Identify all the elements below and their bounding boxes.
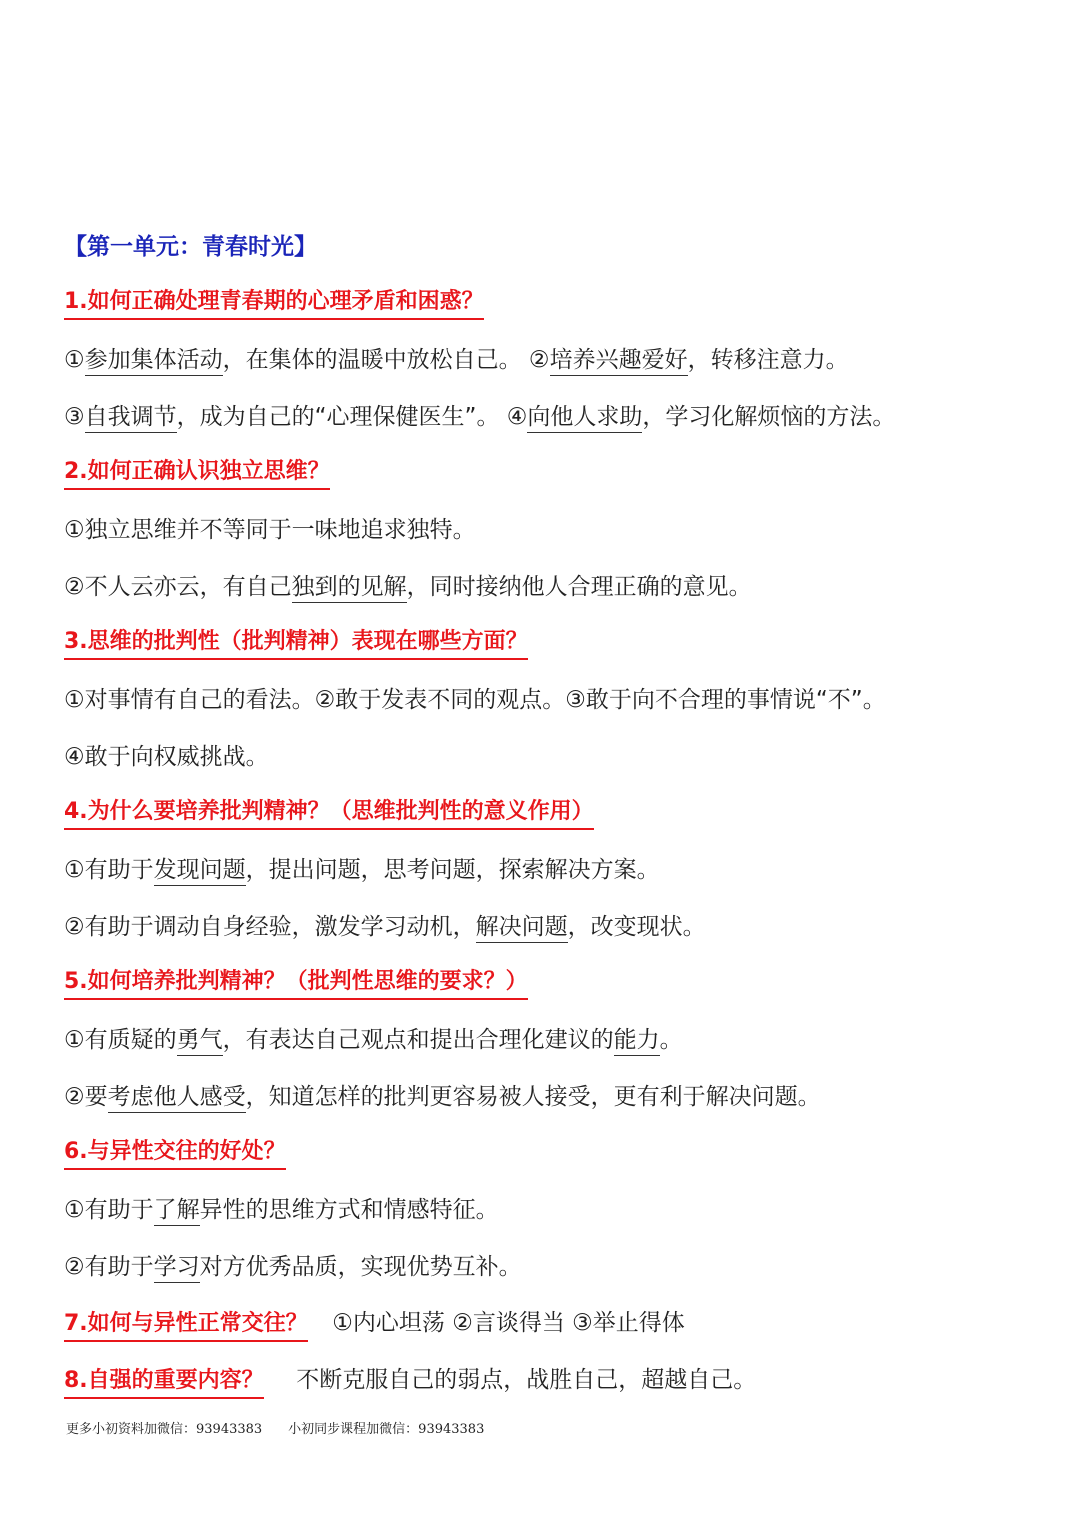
question-8: 8.自强的重要内容？ [64,1363,264,1399]
answer-text: ①有质疑的 [64,1027,177,1053]
answer-line [64,851,660,884]
question-5-row [64,964,528,1000]
key-phrase: 考虑他人感受 [108,1084,246,1113]
answer-text: 对方优秀品质，实现优势互补。 [199,1254,522,1280]
answer-text: 异性的思维方式和情感特征。 [199,1197,499,1223]
answer-text: ，改变现状。 [567,914,706,940]
answer-text: ，成为自己的“心理保健医生”。 ④ [176,404,528,430]
question-1-row [64,284,484,320]
answer-text: ，知道怎样的批判更容易被人接受，更有利于解决问题。 [245,1084,821,1110]
key-phrase: 向他人求助 [527,404,642,433]
question-4: 4.为什么要培养批判精神？（思维批判性的意义作用） [64,794,594,830]
key-phrase: 解决问题 [476,914,568,943]
answer-text: ①有助于 [64,857,154,883]
footer-contact-left: 更多小初资料加微信：93943383 [66,1422,263,1437]
answer-text: ④敢于向权威挑战。 [64,744,269,770]
question-4-row [64,794,594,830]
answer-text: ① [64,347,85,373]
answer-text: ，在集体的温暖中放松自己。 ② [222,347,550,373]
answer-text: ②不人云亦云，有自己 [64,574,292,600]
answer-text: ②要 [64,1084,108,1110]
question-7-row [64,1304,685,1342]
answer-line [64,568,752,601]
answer-line [64,511,476,544]
question-6: 6.与异性交往的好处？ [64,1134,286,1170]
unit-title: 【第一单元：青春时光】 [64,234,317,260]
key-phrase: 了解 [154,1197,200,1226]
answer-line [64,1191,499,1224]
answer-text: ，有表达自己观点和提出合理化建议的 [222,1027,614,1053]
answer-text: 不断克服自己的弱点，战胜自己，超越自己。 [296,1367,757,1393]
answer-line [64,1248,522,1281]
answer-line [64,908,706,941]
answer-text: ①对事情有自己的看法。②敢于发表不同的观点。③敢于向不合理的事情说“不”。 [64,687,886,713]
answer-text: ②有助于调动自身经验，激发学习动机， [64,914,476,940]
question-5: 5.如何培养批判精神？（批判性思维的要求？） [64,964,528,1000]
key-phrase: 能力 [614,1027,660,1056]
answer-line [64,398,895,431]
question-8-row [64,1361,756,1399]
answer-text: ，同时接纳他人合理正确的意见。 [406,574,752,600]
key-phrase: 培养兴趣爱好 [550,347,688,376]
footer-contact-right: 小初同步课程加微信：93943383 [288,1422,485,1437]
answer-text: ①独立思维并不等同于一味地追求独特。 [64,517,476,543]
answer-text: ，学习化解烦恼的方法。 [642,404,896,430]
question-7: 7.如何与异性正常交往？ [64,1306,308,1342]
answer-line [64,681,886,714]
answer-line [64,1021,683,1054]
key-phrase: 勇气 [177,1027,223,1056]
answer-text: ，转移注意力。 [687,347,849,373]
question-2: 2.如何正确认识独立思维？ [64,454,330,490]
answer-line [64,738,269,771]
key-phrase: 参加集体活动 [85,347,223,376]
question-6-row [64,1134,286,1170]
answer-text: ，提出问题，思考问题，探索解决方案。 [245,857,660,883]
answer-line [64,341,849,374]
answer-text: 。 [659,1027,683,1053]
answer-text: ③ [64,404,85,430]
question-3: 3.思维的批判性（批判精神）表现在哪些方面？ [64,624,528,660]
question-2-row [64,454,330,490]
question-3-row [64,624,528,660]
answer-text: ②有助于 [64,1254,154,1280]
key-phrase: 学习 [154,1254,200,1283]
key-phrase: 发现问题 [154,857,246,886]
answer-line [64,1078,821,1111]
footer [66,1418,484,1437]
key-phrase: 独到的见解 [292,574,407,603]
question-1: 1.如何正确处理青春期的心理矛盾和困惑？ [64,284,484,320]
key-phrase: 自我调节 [85,404,177,433]
answer-text: ①有助于 [64,1197,154,1223]
answer-text: ①内心坦荡 ②言谈得当 ③举止得体 [332,1310,685,1336]
